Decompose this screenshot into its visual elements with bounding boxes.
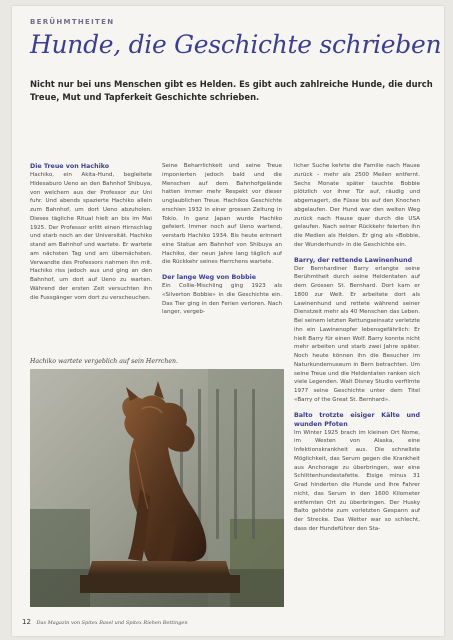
magazine-page <box>12 6 444 636</box>
heading-balto: Balto trotzte eisiger Kälte und wunden Pfoten <box>294 411 420 428</box>
article-lead: Nicht nur bei uns Menschen gibt es Helden. Es gibt auch zahlreiche Hunde, die durch Treue, Mut und Tapferkeit Geschichte schrieben. <box>30 79 433 102</box>
page-number: 12 <box>22 618 31 626</box>
section-kicker: BERÜHMTHEITEN <box>30 18 115 26</box>
heading-hachiko: Die Treue von Hachiko <box>30 163 110 170</box>
paragraph-hachiko-continued: Seine Beharrlichkeit und seine Treue imponierten jedoch bald und die Menschen auf dem Bahnhofgelände hatten immer mehr Respekt vor dieser unglaublichen Treue. Hachikos Geschichte erschien 1932 in einer grossen Zeitung in Tokio. In ganz Japan wurde Hachiko gefeiert. Immer noch auf Ueno wartend, verstarb Hachiko 1934. Bis heute erinnert eine Statue am Bahnhof von Shibuya an Hachiko, der neun Jahre lang täglich auf die Rückkehr seines Herrchens wartete. <box>162 163 282 266</box>
text-column-3 <box>294 162 420 612</box>
page-footer <box>22 618 188 626</box>
photo-caption: Hachiko wartete vergeblich auf sein Herrchen. <box>30 358 178 365</box>
hachiko-statue-photo <box>30 369 284 607</box>
paragraph-balto: Im Winter 1925 brach im kleinen Ort Nome, im Westen von Alaska, eine Infektionskrankheit aus. Die schnellste Möglichkeit, das Serum gegen die Krankheit aus Anchorage zu überbringen, war eine Schlittenhundestafette. Eisige minus 31 Grad hinderten die Hunde und ihre Fahrer nicht, das Serum in den 1600 Kilometer entfernten Ort zu überbringen. Der Husky Balto gehörte zum vorletzten Gespann auf der Strecke. Das Wetter war so schlecht, dass der Hundeführer den Sta- <box>294 429 420 532</box>
paragraph-barry: Der Bernhardiner Barry erlangte seine Berühmtheit durch seine Heldentaten auf dem Grossen St. Bernhard. Dort kam er 1800 zur Welt. Er arbeitete dort als Lawinenhund und rettete während seiner Dienstzeit mehr als 40 Menschen das Leben. Bei seinem letzten Rettungseinsatz verletzte ihn ein Lawinenopfer lebensgefährlich: Er hielt Barry für einen Wolf. Barry konnte nicht mehr arbeiten und starb zwei Jahre später. Noch heute können ihn die Besucher im Naturkundemuseum in Bern betrachten. Um seine Treue und die Heldentaten ranken sich viele Legenden. Walt Disney Studio verfilmte 1977 seine Geschichte unter dem Titel «Barry of the Great St. Bernhard». <box>294 265 420 403</box>
heading-barry: Barry, der rettende Lawinenhund <box>294 256 413 264</box>
text-column-2 <box>162 162 282 362</box>
heading-bobbie: Der lange Weg von Bobbie <box>162 274 257 281</box>
paragraph-bobbie: Ein Collie-Mischling ging 1923 als «Silverton Bobbie» in die Geschichte ein. Das Tier ging in den Ferien verloren. Nach langer, vergeb- <box>162 283 282 316</box>
paragraph-bobbie-continued: licher Suche kehrte die Familie nach Hause zurück – mehr als 2500 Meilen entfernt. Sechs Monate später tauchte Bobbie plötzlich vor ihrer Tür auf, räudig und abgemagert, die Füsse bis auf den Knochen abgelaufen. Der Hund war den weiten Weg zurück nach Hause quer durch die USA gelaufen. Nach seiner Rückkehr feierten ihn die Medien als Helden. Er ging als «Bobbie, der Wunderhund» in die Geschichte ein. <box>294 163 420 248</box>
hachiko-statue-illustration <box>30 369 284 607</box>
footer-text: Das Magazin von Spitex Basel und Spitex Riehen Bettingen <box>36 620 188 626</box>
text-column-1 <box>30 162 152 372</box>
paragraph-hachiko: Hachiko, ein Akita-Hund, begleitete Hidesaburo Ueno an den Bahnhof Shibuya, von welchem aus der Professor zur Uni fuhr. Und abends spazierte Hachiko allein zum Bahnhof, um dort Ueno abzuholen. Dieses tägliche Ritual hielt an bis im Mai 1925. Der Professor erlitt einen Hirnschlag und starb noch an der Universität. Hachiko stand am Bahnhof und wartete. Er wartete am nächsten Tag und am übernächsten. Verwandte des Professors nahmen ihn mit. Hachiko riss jedoch aus und ging an den Bahnhof, um dort auf Ueno zu warten. Während der ersten Zeit versuchten ihn die Fussgänger vom dort zu verscheuchen. <box>30 172 152 301</box>
article-title: Hunde, die Geschichte schrieben <box>30 30 442 59</box>
